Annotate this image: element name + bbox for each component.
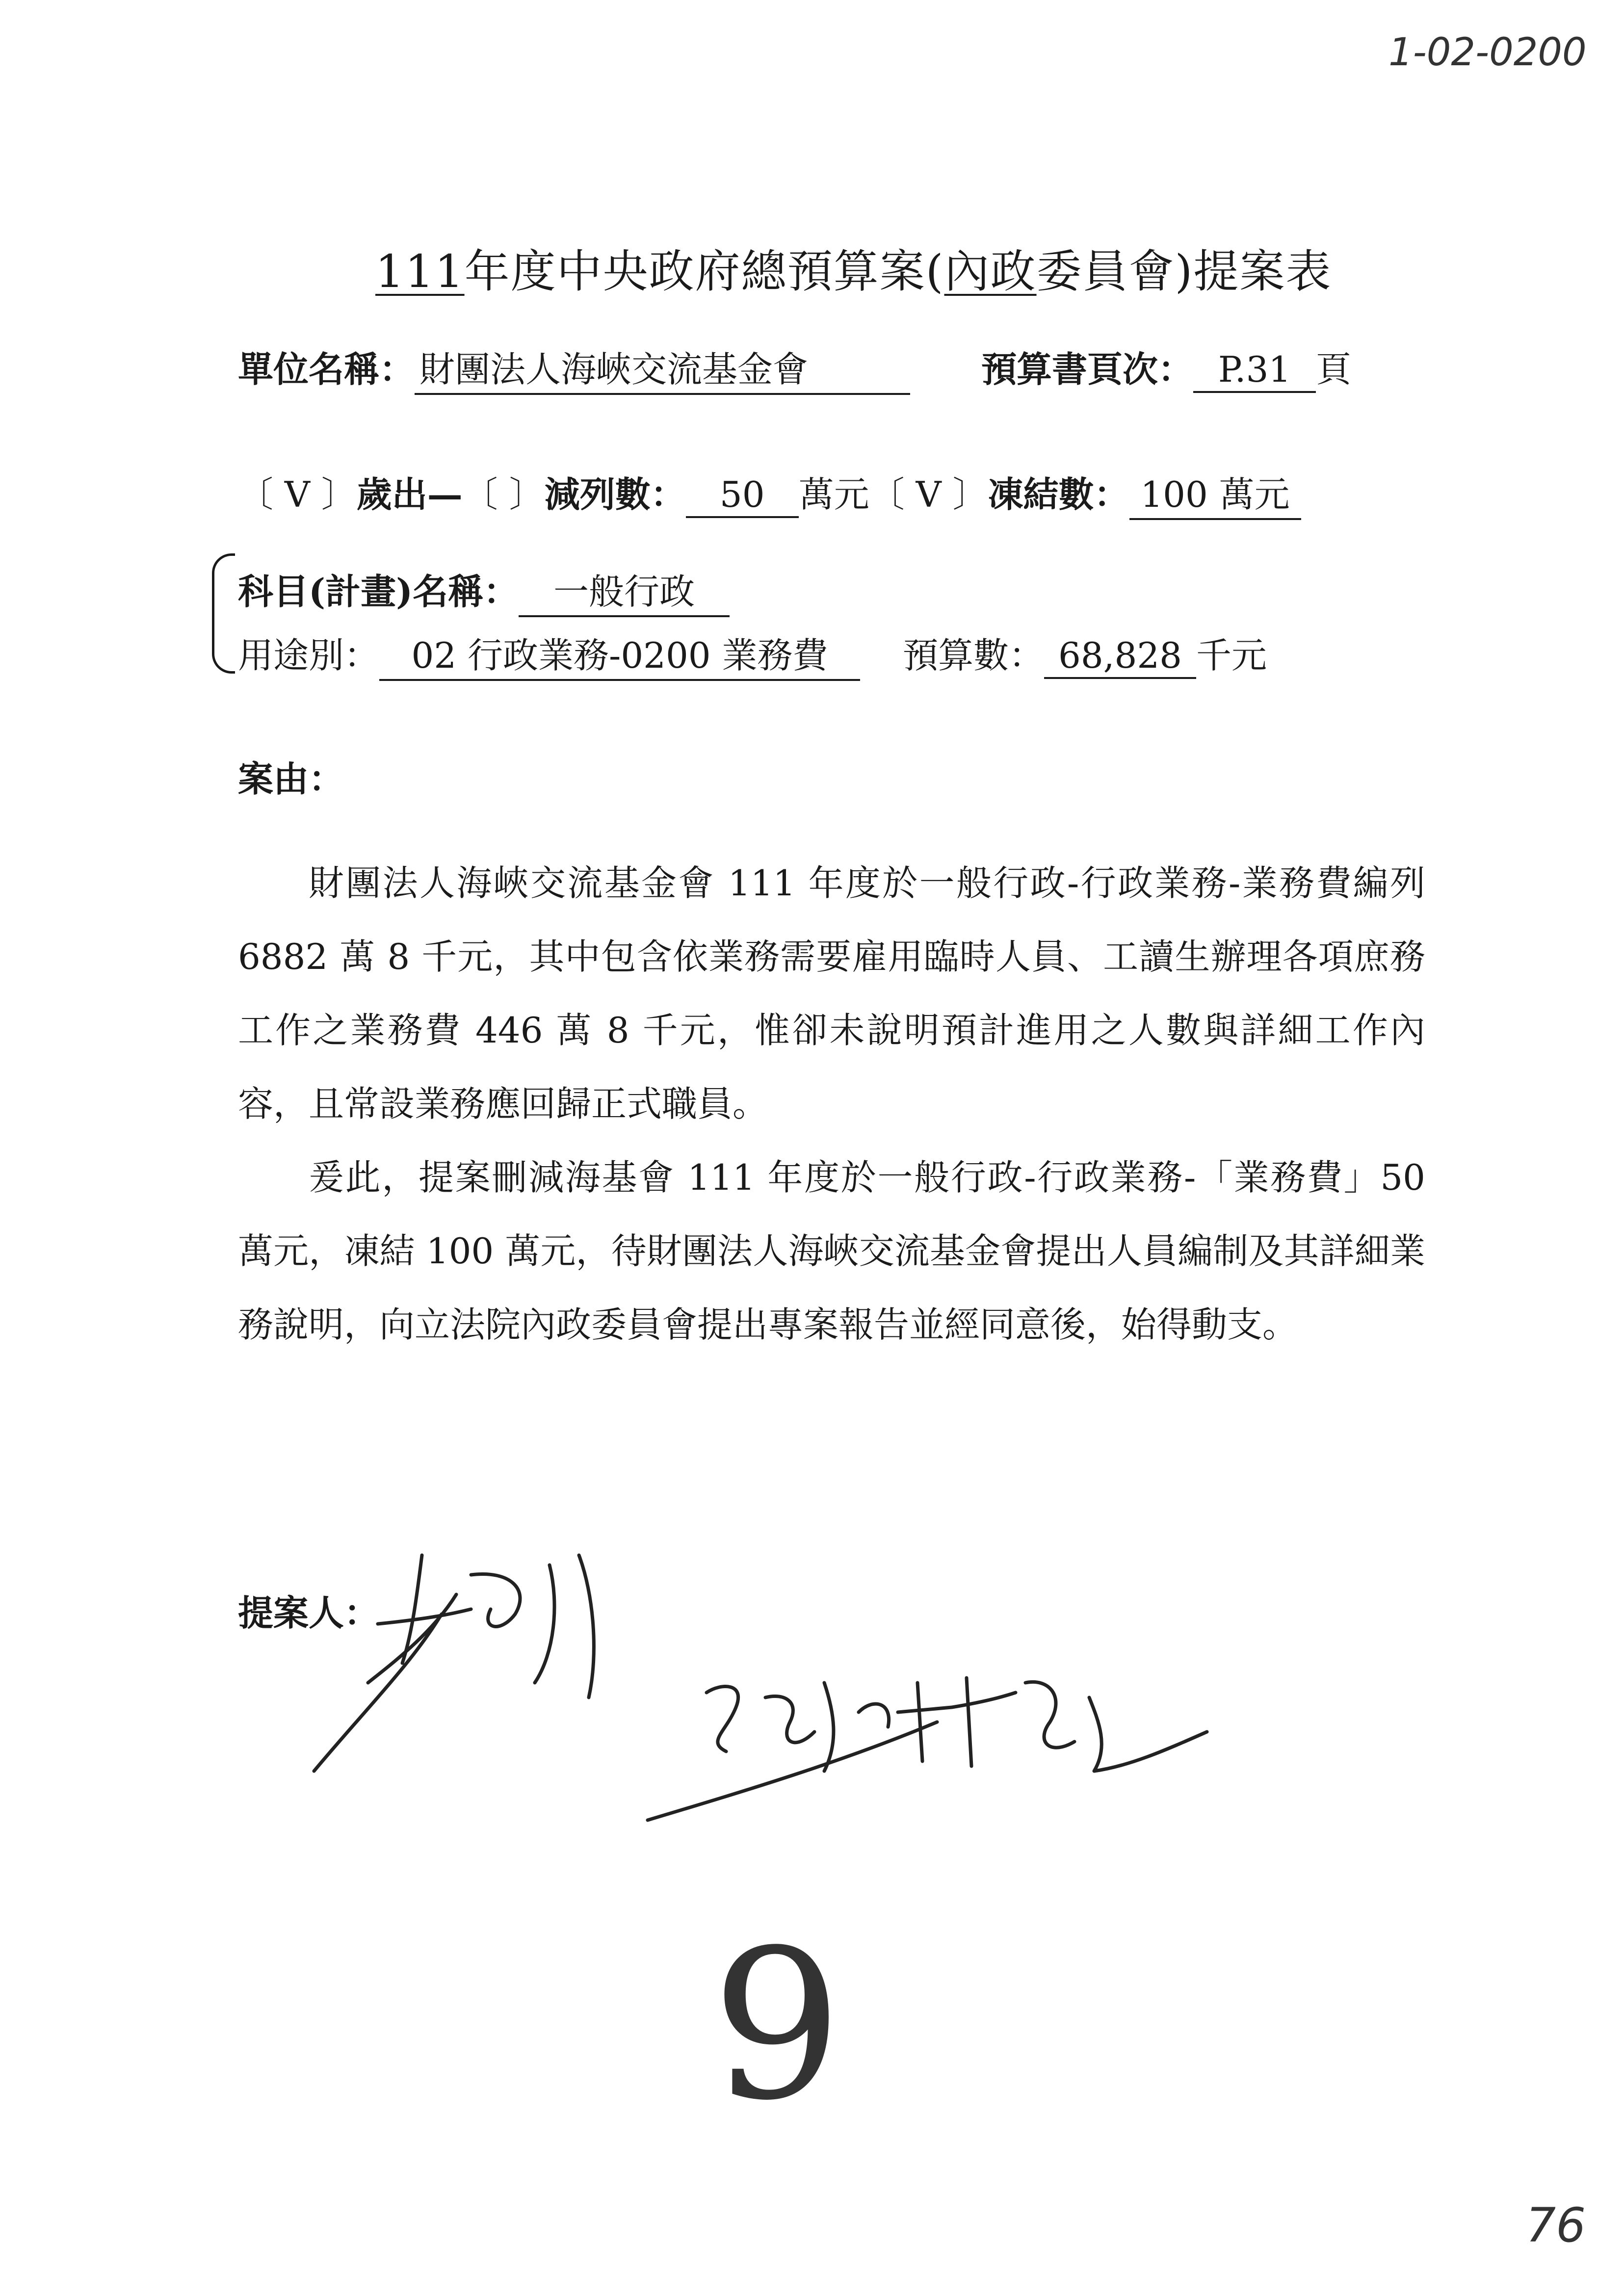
page-number: 76: [1526, 2198, 1586, 2253]
grouping-brace: [212, 553, 235, 674]
reason-paragraph-2: 爰此，提案刪減海基會 111 年度於一般行政-行政業務-「業務費」50 萬元，凍結 100 萬元，待財團法人海峽交流基金會提出人員編制及其詳細業務說明，向立法院內政委員會提出專案報告並經同意後，始得動支。: [238, 1157, 1425, 1345]
reduce-value: 50: [686, 474, 799, 518]
page-title: [375, 235, 1332, 300]
budget-value: 68,828: [1044, 635, 1196, 679]
title-year: 111: [375, 245, 465, 298]
document-stamp-number: 1-02-0200: [1388, 30, 1587, 75]
usage-label: 用途別：: [238, 635, 380, 676]
handwritten-number: 9: [711, 1906, 843, 2146]
title-mid: 年度中央政府總預算案(: [464, 245, 944, 298]
title-end: 委員會)提案表: [1036, 245, 1332, 298]
reason-paragraph-1: 財團法人海峽交流基金會 111 年度於一般行政-行政業務-業務費編列 6882 萬 8 千元，其中包含依業務需要雇用臨時人員、工讀生辦理各項庶務工作之業務費 446 萬 8 千元，惟卻未說明預計進用之人數與詳細工作內容，且常設業務應回歸正式職員。: [238, 862, 1425, 1124]
signatures: [304, 1536, 1285, 1854]
reduce-unit: 萬元: [798, 474, 869, 515]
page-ref-suffix: 頁: [1316, 349, 1352, 390]
freeze-unit: 萬元: [1219, 474, 1290, 515]
signature-2: [648, 1683, 937, 1820]
page-ref-label: 預算書頁次：: [981, 348, 1194, 390]
subject-row: [238, 563, 730, 617]
subject-label: 科目(計畫)名稱：: [238, 571, 519, 612]
page-ref-row: [981, 341, 1351, 393]
reduce-label: 減列數：: [544, 473, 686, 515]
usage-row: [238, 627, 860, 681]
unit-label: 單位名稱：: [238, 348, 415, 390]
title-committee: 內政: [944, 245, 1037, 298]
budget-label: 預算數：: [903, 635, 1045, 676]
signature-1: [314, 1555, 594, 1771]
page-ref-value: P.31: [1193, 349, 1316, 393]
budget-unit: 千元: [1196, 635, 1267, 676]
action-row: [238, 466, 1301, 520]
subject-value: 一般行政: [519, 563, 730, 617]
freeze-value: 100: [1140, 474, 1208, 515]
unit-value: 財團法人海峽交流基金會: [415, 341, 910, 395]
budget-row: [903, 627, 1267, 679]
unit-row: [238, 341, 910, 395]
freeze-checkbox: 〔 V 〕: [869, 474, 988, 515]
expense-checkbox: 〔 V 〕: [238, 474, 357, 515]
expense-label: 歲出—: [356, 473, 463, 515]
freeze-label: 凍結數：: [988, 473, 1129, 515]
reason-label: 案由：: [238, 758, 344, 800]
proposer-label: 提案人：: [238, 1592, 380, 1634]
reduce-checkbox: 〔 〕: [462, 474, 545, 515]
usage-value: 02 行政業務-0200 業務費: [379, 627, 860, 681]
signature-3: [898, 1678, 1207, 1771]
freeze-value-group: [1129, 466, 1301, 520]
